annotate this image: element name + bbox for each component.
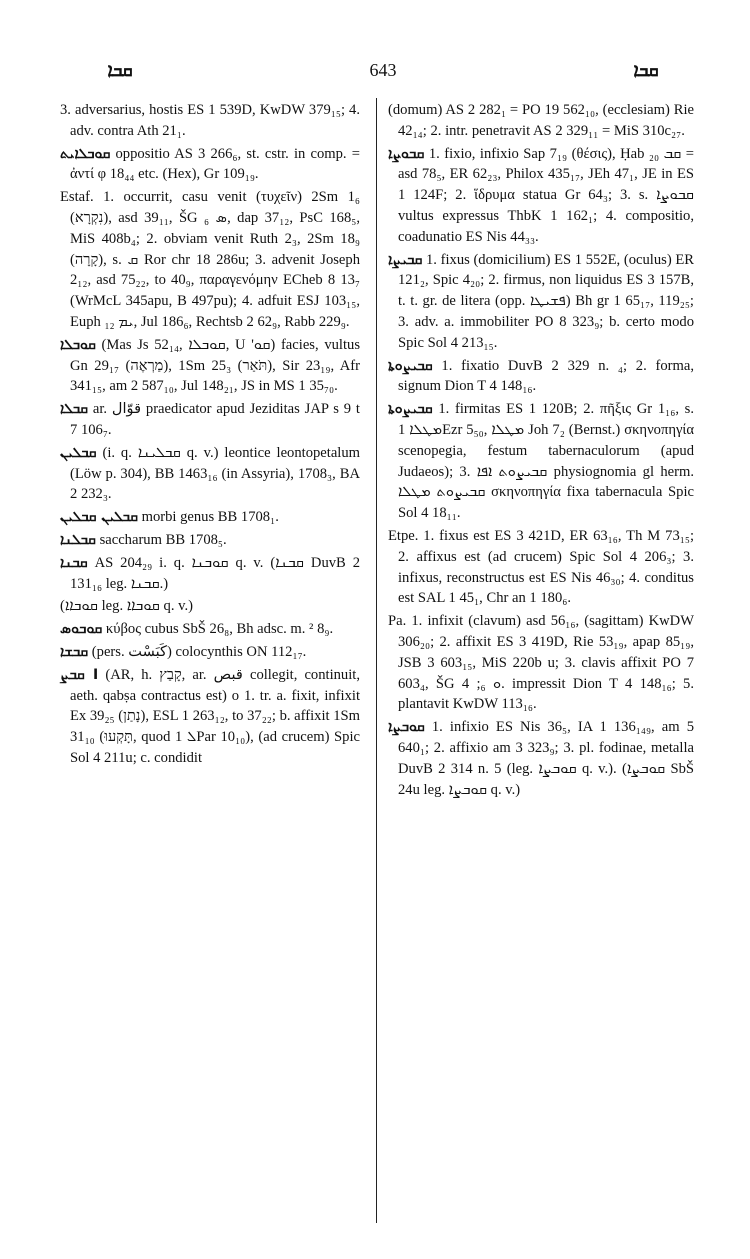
entry-text: 1. fixus (domicilium) ES 1 552E, (oculus) ER 121₂, Spic 4₂₀; 2. firmus, non liquidus ES 3 157B, t. t. gr. de litera (opp. ܦܫܝܛܐ) Bh gr 1 65₁₇, 119₂₅; 3. adv. a. immobiliter PO 8 323₉; b. certo modo Spic Sol 4 213₁₅. (398, 251, 694, 351)
entry-text: Etpe. 1. fixus est ES 3 421D, ER 63₁₆, Th M 73₁₅; 2. affixus est (ad crucem) Spic Sol 4 206₃; 3. infixus, reconstructus est ES Nis 46₃₀; 4. conditus est SAL 1 45₁, Chr an 1 180₆. (388, 527, 694, 607)
entry-text: (Mas Js 52₁₄, ܩܘܒܠܐ, U 'ܩܘ) facies, vultus Gn 29₁₇ (מַרְאֶה), 1Sm 25₃ (תֹּאַר), Sir 23₁₉, Afr 341₁₅, am 2 587₁₀, Jul 148₂₁, JS in MS 1 35₇₀. (70, 336, 361, 395)
dictionary-entry (60, 144, 360, 186)
page-header (60, 55, 706, 85)
headword: ܩܒܝܨܐ (388, 251, 423, 268)
page-number: 643 (369, 59, 397, 80)
running-head-right: ܩܒܐ (633, 59, 659, 81)
entry-text: (domum) AS 2 282₁ = PO 19 562₁₀, (ecclesiam) Rie 42₁₄; 2. intr. penetravit AS 2 329₁₁ = MiS 310c₂₇. (388, 102, 694, 139)
dictionary-entry (388, 356, 694, 398)
left-column (60, 100, 360, 771)
dictionary-entry (60, 507, 360, 528)
dictionary-entry (60, 399, 360, 441)
dictionary-entry (60, 596, 360, 617)
entry-text: (ܩܘܒܐܐ leg. ܩܘܒܐܐ q. v.) (60, 598, 193, 615)
entry-text: oppositio AS 3 266₆, st. cstr. in comp. = ἀντί φ 18₄₄ etc. (Hex), Gr 109₁₉. (70, 145, 360, 183)
headword: ܩܒܠܢܐ (60, 531, 96, 548)
dictionary-entry (60, 553, 360, 595)
entry-text: 1. infixio ES Nis 36₅, IA 1 136₁₄₉, am 5 640₁; 2. affixio am 3 323₉; 3. pl. fodinae, metalla DuvB 2 314 n. 5 (leg. ܩܘܒܨܐ q. v.). (ܩܘܒܨܐ SbŠ 24u leg. ܩܘܒܨܐ q. v.) (398, 719, 694, 798)
dictionary-entry (388, 399, 694, 524)
headword: ܩܒܫܐ (60, 643, 89, 660)
dictionary-entry (388, 717, 694, 800)
headword: ܩܘܒܠܐ (60, 336, 96, 353)
entry-text: saccharum BB 1708₅. (99, 531, 227, 548)
headword: ܩܒܝܨܘܬܐ (388, 357, 433, 374)
running-head-left: ܩܒܐ (107, 59, 133, 81)
headword: ܩܘܒܨܐ (388, 719, 425, 736)
headword: ܩܘܒܠܐܝܬ (60, 145, 111, 162)
entry-text: ar. قوّال praedicator apud Jeziditas JAP s 9 t 7 106₇. (70, 401, 360, 438)
entry-text: Pa. 1. infixit (clavum) asd 56₁₆, (sagittam) KwDW 306₂₀; 2. affixit ES 3 419D, Rie 53₁₉, apap 85₁₉, JSB 3 603₁₅, MiS 220b u; 3. clavis affixit PO 7 603₄, ŠG ܘ ₆; 4. impressit Dion T 4 148₁₆; 5. plantavit KwDW 113₁₆. (388, 613, 694, 713)
dictionary-entry (388, 144, 694, 248)
dictionary-entry (60, 530, 360, 551)
headword: I ܩܒܨ (60, 666, 99, 683)
dictionary-entry (60, 100, 360, 142)
dictionary-entry (60, 443, 360, 505)
entry-text: AS 204₂₉ i. q. ܩܘܒܢܐ q. v. (ܩܒܢܐ DuvB 2 131₁₆ leg. ܩܒܢܐ.) (70, 554, 361, 592)
headword: ܩܒܢܐ (60, 554, 88, 571)
right-column (388, 100, 694, 802)
dictionary-entry (60, 665, 360, 769)
dictionary-entry (60, 642, 360, 663)
dictionary-entry (388, 611, 694, 715)
entry-text: (i. q. ܩܒܠܝܢܐ q. v.) leontice leontopetalum (Löw p. 304), BB 1463₁₆ (in Assyria), 1708₃, BA 2 232₃. (70, 444, 360, 503)
headword: ܩܒܘܨܐ (388, 145, 425, 162)
headword: ܩܒܠܝܢ (60, 444, 97, 461)
entry-text: (pers. كَبَسْت) colocynthis ON 112₁₇. (91, 643, 307, 660)
dictionary-entry (60, 335, 360, 397)
dictionary-entry (388, 250, 694, 354)
dictionary-entry (388, 526, 694, 609)
entry-text: 1. firmitas ES 1 120B; 2. πῆξις Gr 1₁₆, s. ܡܛܠܐ 1Ezr 5₅₀, ܡܛܠܐ Joh 7₂ (Bernst.) σκηνοπηγία scenopegia, festum tabernaculorum (apud Judaeos); 3. ܩܒܝܨܘܬ ܐܦܐ physiognomia gl herm. ܩܒܝܨܘܬ ܡܛܠܐ σκηνοπηγία fixa tabernacula Spic Sol 4 18₁₁. (398, 401, 694, 522)
column-divider (376, 98, 377, 1223)
entry-text: Estaf. 1. occurrit, casu venit (τυχεῖν) 2Sm 1₆ (נִקְרָא), asd 39₁₁, ŠG ܣ ₆, dap 37₁₂, PsC 168₅, MiS 408b₄; 2. obviam venit Ruth 2₃, 2Sm 18₉ (קָרָה), s. ܩ Ror chr 18 286u; 3. advenit Joseph 2₁₂, asd 75₂₂, to 40₉, παραγενόμην ECheb 8 13₇ (WrMcL 345apu, B 497pu); 4. adfuit ESJ 103₁₅, Euph ܝܡ ₁₂, Jul 186₆, Rechtsb 2 62₉, Rabb 229₉. (60, 189, 360, 330)
entry-text: 1. fixio, infixio Sap 7₁₉ (θέσις), Ḥab ܩܒ ₂₀ = asd 78₅, ER 62₂₃, Philox 435₁₇, JEh 47₁, JE in ES 1 124F; 2. ἵδρυμα statua Gr 64₃; 3. s. ܩܒܘܨܐ vultus expressus ThbK 1 162₁; 4. compositio, coadunatio ES Nis 44₃₃. (398, 145, 694, 245)
headword: ܩܘܒܘܣ (60, 621, 103, 638)
entry-text: 1. fixatio DuvB 2 329 n. ₄; 2. forma, signum Dion T 4 148₁₆. (398, 357, 694, 395)
headword: ܩܒܝܨܘܬܐ (388, 401, 433, 418)
dictionary-entry (60, 619, 360, 640)
entry-text: 3. adversarius, hostis ES 1 539D, KwDW 379₁₅; 4. adv. contra Ath 21₁. (60, 102, 360, 139)
entry-text: (AR, h. קָבַץ, ar. قبص collegit, continuit, aeth. qabṣa contractus est) o 1. tr. a. fixit, infixit Ex 39₂₅ (נָתַן), ESL 1 263₁₂, to 37₂₂; b. affixit 1Sm 31₁₀ (תָּקְעוּ, quod ܠ 1Par 10₁₀), (ad crucem) Spic Sol 4 211u; c. condidit (70, 666, 360, 766)
entry-text: κύβος cubus SbŠ 26₈, Bh adsc. m. ² 8₉. (105, 621, 334, 638)
headword: ܩܒܠܝܢ ܩܒܠܝܢ (60, 509, 138, 526)
headword: ܩܒܠܐ (60, 401, 88, 418)
dictionary-entry (388, 100, 694, 142)
dictionary-entry (60, 187, 360, 333)
entry-text: morbi genus BB 1708₁. (141, 509, 279, 526)
